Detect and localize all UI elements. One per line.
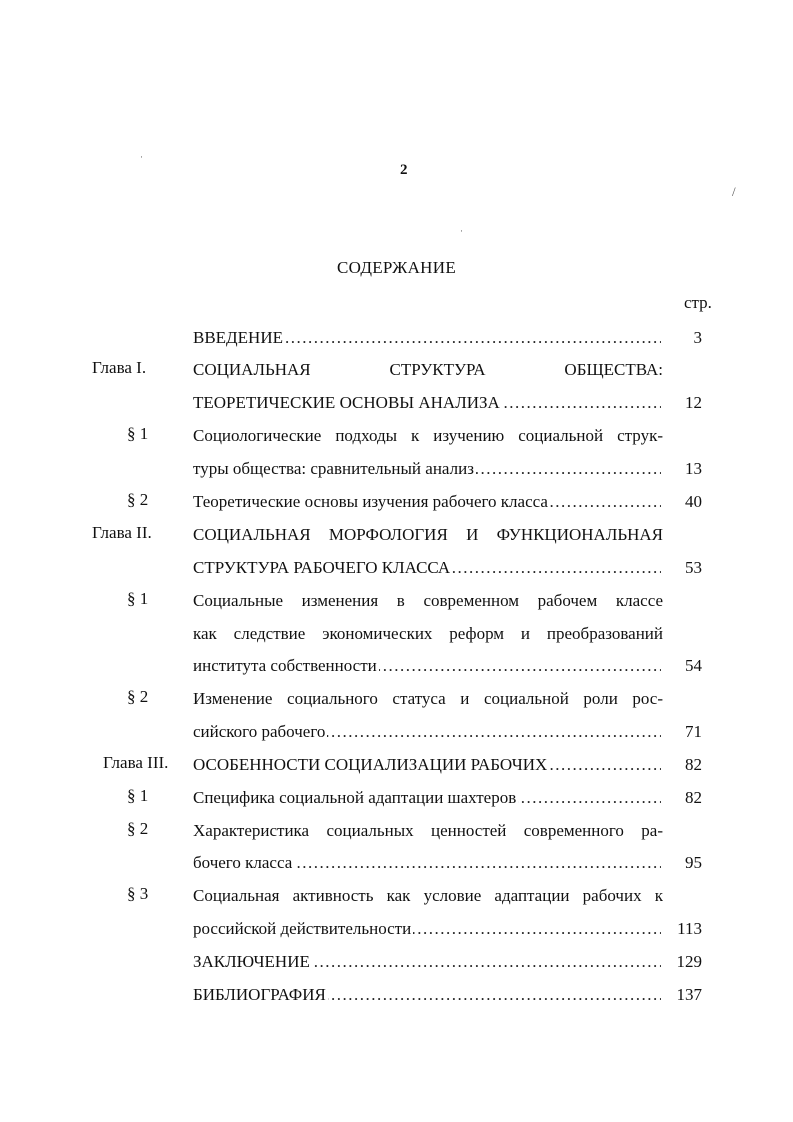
toc-entry-text: ВВЕДЕНИЕ [193,328,283,347]
toc-entry-page: 40 [685,492,702,511]
toc-entry-label: § 1 [127,589,149,608]
toc-entry-page: 3 [693,328,702,347]
toc-entry-page: 53 [685,558,702,577]
toc-entry-title-line: Характеристика социальных ценностей современного ра- [193,821,663,840]
toc-entry-page: 12 [685,393,702,412]
toc-entry-text: Теоретические основы изучения рабочего класса [193,492,548,511]
toc-entry-title-line: как следствие экономических реформ и преобразований [193,624,663,643]
toc-entry-label: § 3 [127,884,149,903]
toc-entry-text: российской действительности [193,919,412,938]
page-column-label: стр. [684,293,712,312]
toc-entry-page: 13 [685,459,702,478]
scan-speck: · [140,152,143,162]
toc-entry-title-line: Социальные изменения в современном рабочем классе [193,591,663,610]
toc-entry-text: Специфика социальной адаптации шахтеров [193,788,517,807]
toc-entry-title-line [193,720,661,744]
toc-entry-page: 95 [685,853,702,872]
toc-entry-text: БИБЛИОГРАФИЯ [193,985,326,1004]
toc-entry-title-line [193,786,661,810]
toc-entry-label: § 1 [127,424,149,443]
toc-entry-text: бочего класса [193,853,293,872]
toc-entry-page: 129 [676,952,702,971]
toc-entry-title-line [193,753,661,777]
toc-entry-text: туры общества: сравнительный анализ [193,459,474,478]
toc-entry-title-line [193,983,661,1007]
toc-entry-label: § 2 [127,687,149,706]
toc-entry-page: 137 [676,985,702,1004]
toc-entry-page: 113 [677,919,702,938]
toc-entry-title-line [193,556,661,580]
page-number: 2 [400,162,408,178]
toc-entry-text: института собственности [193,656,377,675]
toc-entry-title-line [193,326,661,350]
scan-speck: · [460,226,463,236]
scan-speck: / [732,184,736,199]
toc-entry-label: Глава II. [92,523,152,542]
toc-entry-text: СТРУКТУРА РАБОЧЕГО КЛАССА [193,558,451,577]
toc-entry-title-line [193,391,661,415]
toc-entry-label: Глава III. [103,753,169,772]
toc-entry-text: ТЕОРЕТИЧЕСКИЕ ОСНОВЫ АНАЛИЗА [193,393,500,412]
toc-entry-title-line [193,917,661,941]
toc-entry-label: § 2 [127,490,149,509]
toc-entry-title-line [193,851,661,875]
toc-entry-text: ЗАКЛЮЧЕНИЕ [193,952,310,971]
page-title: СОДЕРЖАНИЕ [336,258,457,277]
toc-entry-title-line [193,950,661,974]
toc-entry-title-line: Социальная активность как условие адаптации рабочих к [193,886,663,905]
toc-entry-title-line: СОЦИАЛЬНАЯ СТРУКТУРА ОБЩЕСТВА: [193,360,663,379]
toc-entry-label: § 1 [127,786,149,805]
toc-entry-title-line: Социологические подходы к изучению социальной струк- [193,426,663,445]
toc-entry-title-line [193,654,661,678]
toc-entry-page: 71 [685,722,702,741]
toc-entry-title-line: СОЦИАЛЬНАЯ МОРФОЛОГИЯ И ФУНКЦИОНАЛЬНАЯ [193,525,663,544]
toc-entry-text: ОСОБЕННОСТИ СОЦИАЛИЗАЦИИ РАБОЧИХ [193,755,548,774]
toc-entry-title-line [193,457,661,481]
toc-entry-page: 82 [685,755,702,774]
toc-entry-page: 82 [685,788,702,807]
toc-entry-title-line [193,490,661,514]
toc-entry-text: сийского рабочего [193,722,326,741]
toc-entry-title-line: Изменение социального статуса и социальной роли рос- [193,689,663,708]
toc-entry-label: § 2 [127,819,149,838]
toc-entry-page: 54 [685,656,702,675]
toc-entry-label: Глава I. [92,358,147,377]
